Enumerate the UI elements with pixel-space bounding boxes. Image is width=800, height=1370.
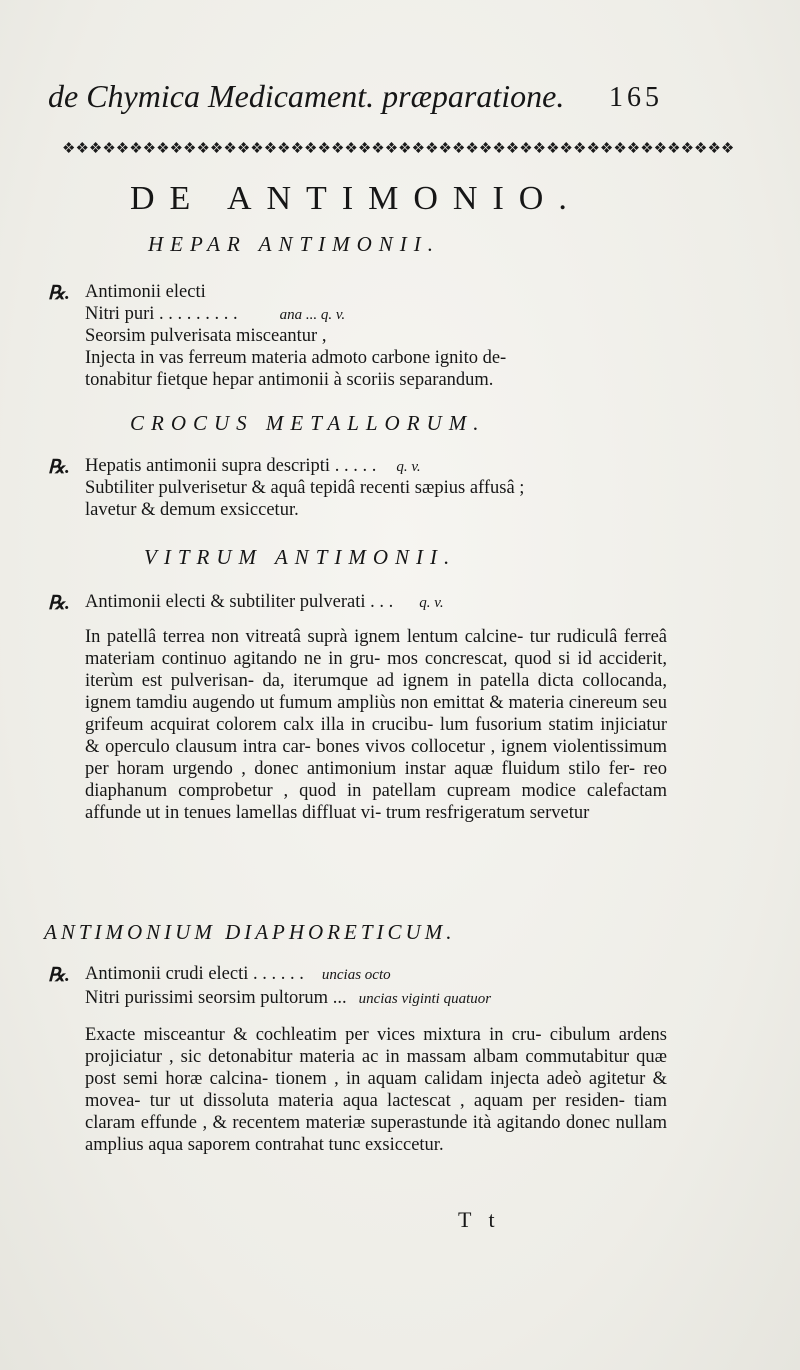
section-title-crocus: CROCUS METALLORUM. xyxy=(130,411,486,435)
section-title-vitrum: VITRUM ANTIMONII. xyxy=(144,545,457,569)
recipe-line-text: Nitri purissimi seorsim pultorum ... xyxy=(85,988,347,1008)
recipe-line-text: Nitri puri . . . . . . . . . xyxy=(85,304,238,324)
recipe-amount: q. v. xyxy=(396,459,421,475)
recipe-amount: uncias octo xyxy=(321,967,391,983)
recipe-line-text: Antimonii electi & subtiliter pulverati . . . xyxy=(85,592,394,612)
recipe-amount: ana ... q. v. xyxy=(279,307,346,323)
recipe-line xyxy=(85,304,345,325)
section-title-hepar: HEPAR ANTIMONII. xyxy=(148,232,441,256)
recipe-mark: ℞. xyxy=(48,965,70,986)
recipe-line xyxy=(85,592,444,613)
recipe-mark: ℞. xyxy=(48,457,70,478)
recipe-amount: uncias viginti quatuor xyxy=(358,991,492,1007)
recipe-line: lavetur & demum exsiccetur. xyxy=(85,500,299,520)
recipe-line: Seorsim pulverisata misceantur , xyxy=(85,326,327,346)
recipe-line xyxy=(85,456,421,477)
page-number: 165 xyxy=(609,82,663,113)
recipe-amount: q. v. xyxy=(419,595,444,611)
main-title: DE ANTIMONIO. xyxy=(130,180,582,217)
recipe-line xyxy=(85,988,491,1009)
recipe-line xyxy=(85,964,391,985)
recipe-line: Subtiliter pulverisetur & aquâ tepidâ recenti sæpius affusâ ; xyxy=(85,478,525,498)
section-title-diaphoreticum: ANTIMONIUM DIAPHORETICUM. xyxy=(44,920,456,944)
ornament-band: ❖❖❖❖❖❖❖❖❖❖❖❖❖❖❖❖❖❖❖❖❖❖❖❖❖❖❖❖❖❖❖❖❖❖❖❖❖❖❖❖❖❖❖❖❖❖❖❖❖❖ xyxy=(62,141,735,157)
recipe-line: Injecta in vas ferreum materia admoto carbone ignito de- xyxy=(85,348,507,368)
catchword: T t xyxy=(458,1207,501,1232)
body-paragraph: In patellâ terrea non vitreatâ suprà ignem lentum calcine- tur rudiculâ ferreâ materiam continuo agitando ne in gru- mos concrescat, quod si id acciderit, iterùm est pulverisan- da, iterumque ad ignem in patella dicta collocanda, ignem tamdiu augendo ut fumum ampliùs non emittat & materia cinereum seu grifeum acquirat colorem calx illa in crucibu- lum fusorium statim injiciatur & operculo clausum intra car- bones vivos collocetur , ignem violentissimum per horam urgendo , donec antimonium instar aquæ fluidum stilo fer- reo diaphanum comprobetur , quod in patellam cupream modice calefactam affunde ut in tenues lamellas diffluat vi- trum resfrigeratum servetur xyxy=(85,627,667,823)
recipe-line-text: Hepatis antimonii supra descripti . . . . . xyxy=(85,456,377,476)
recipe-mark: ℞. xyxy=(48,593,70,614)
recipe-line: Antimonii electi xyxy=(85,282,206,302)
recipe-mark: ℞. xyxy=(48,283,70,304)
recipe-line-text: Antimonii crudi electi . . . . . . xyxy=(85,964,304,984)
recipe-line: tonabitur fietque hepar antimonii à scoriis separandum. xyxy=(85,370,494,390)
running-head xyxy=(48,78,663,128)
body-paragraph: Exacte misceantur & cochleatim per vices mixtura in cru- cibulum ardens projiciatur , sic detonabitur materia ac in massam albam commutabitur quæ post semi horæ calcina- tionem , in aquam calidam injecta adeò agitetur & movea- tur ut dissoluta materia aqua lactescat , aquam per residen- tiam claram effunde , & recentem materiæ superastunde ità agitando donec nullam amplius aqua saporem contrahat tunc exsiccetur. xyxy=(85,1025,667,1155)
running-title: de Chymica Medicament. præparatione. xyxy=(48,78,565,114)
